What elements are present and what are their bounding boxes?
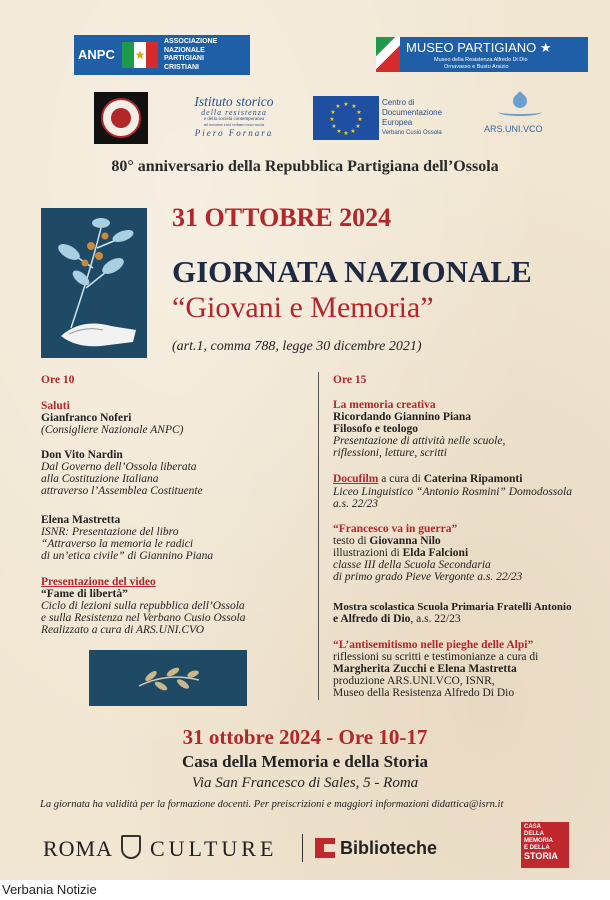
branch-image: [89, 650, 247, 706]
footer-datetime: 31 ottobre 2024 - Ore 10-17: [182, 725, 428, 749]
mostra-line2: e Alfredo di Dio, a.s. 22/23: [333, 613, 461, 625]
elena-line: di un’etica civile” di Giannino Piana: [41, 550, 214, 562]
elena-name: Elena Mastretta: [41, 514, 121, 526]
footer-note: La giornata ha validità per la formazione docenti. Per preiscrizioni e maggiori informazioni didattica@isrn.it: [40, 799, 504, 810]
svg-text:★: ★: [343, 131, 349, 137]
francesco-line: di primo grado Pieve Vergonte a.s. 22/23: [333, 571, 523, 583]
video-line: Realizzato a cura di ARS.UNI.CVO: [41, 624, 204, 636]
svg-text:★: ★: [351, 104, 357, 110]
video-line: Ciclo di lezioni sulla repubblica dell’Ossola: [41, 600, 245, 612]
left-time: Ore 10: [41, 374, 75, 386]
flag-stripe-icon: [376, 37, 400, 72]
svg-text:★: ★: [355, 124, 361, 130]
ars-logo: [488, 94, 552, 128]
svg-text:★: ★: [343, 102, 349, 108]
hand-oak-illustration: [41, 208, 147, 358]
docufilm-line: [333, 473, 522, 485]
footer-address: Via San Francesco di Sales, 5 - Roma: [191, 775, 419, 791]
svg-text:★: ★: [356, 110, 362, 116]
istituto-name: Piero Fornara: [194, 128, 274, 138]
memoria-label: La memoria creativa: [333, 399, 436, 411]
casa-storia-logo: CASA DELLA MEMORIA E DELLA STORIA: [521, 822, 569, 868]
event-title: GIORNATA NAZIONALE: [172, 254, 532, 289]
don-name: Don Vito Nardin: [41, 449, 123, 461]
video-line: e sulla Resistenza nel Verbano Cusio Ossola: [41, 612, 246, 624]
culture-wordmark: CULTURE: [150, 836, 278, 861]
svg-text:★: ★: [329, 117, 335, 123]
antisem-names: Margherita Zucchi e Elena Mastretta: [333, 663, 517, 675]
elena-line: “Attraverso la memoria le radici: [41, 538, 194, 550]
anpc-text: ASSOCIAZIONE NAZIONALE PARTIGIANI CRISTIANI: [164, 38, 218, 71]
antisem-line4: Museo della Resistenza Alfredo Di Dio: [333, 687, 515, 699]
column-divider: [318, 372, 319, 700]
shield-icon: [121, 835, 141, 859]
source-caption: Verbania Notizie: [2, 882, 97, 897]
europa-text: Centro di Documentazione Europea Verbano Cusio Ossola: [382, 98, 443, 136]
ars-title: ARS.UNI.VCO: [484, 124, 543, 134]
don-line: attraverso l’Assemblea Costituente: [41, 485, 203, 497]
docufilm-name: Caterina Ripamonti: [423, 473, 523, 485]
svg-text:★: ★: [331, 124, 337, 130]
anpc-abbr: ANPC: [78, 47, 115, 62]
don-line: Dal Governo dell’Ossola liberata: [41, 461, 197, 473]
video-label: Presentazione del video: [41, 576, 156, 588]
footer-venue: Casa della Memoria e della Storia: [182, 752, 428, 771]
svg-text:★: ★: [336, 129, 342, 135]
memoria-line: riflessioni, letture, scritti: [333, 447, 447, 459]
anpc-logo: [74, 35, 250, 75]
docufilm-year: a.s. 22/23: [333, 498, 379, 510]
event-subtitle: “Giovani e Memoria”: [172, 291, 434, 324]
biblioteche-wordmark: Biblioteche: [340, 838, 438, 858]
event-date: 31 OTTOBRE 2024: [172, 203, 392, 232]
eu-flag-icon: [313, 96, 379, 140]
docufilm-label: Docufilm: [333, 473, 379, 485]
museo-title: MUSEO PARTIGIANO ★: [406, 40, 552, 55]
svg-text:★: ★: [357, 117, 363, 123]
saluti-name: Gianfranco Noferi: [41, 412, 132, 424]
saluti-label: Saluti: [41, 400, 70, 412]
francesco-illustrator: Elda Falcioni: [402, 547, 469, 559]
video-title: “Fame di libertà”: [41, 588, 128, 600]
seal-logo-icon: [94, 92, 148, 144]
docufilm-school: Liceo Linguistico “Antonio Rosmini” Domodossola: [333, 486, 572, 498]
right-time: Ore 15: [333, 374, 367, 386]
memoria-line: Presentazione di attività nelle scuole,: [333, 435, 506, 447]
anniversary-heading: 80° anniversario della Repubblica Partigiana dell’Ossola: [111, 158, 499, 175]
memoria-role: Filosofo e teologo: [333, 423, 418, 435]
mostra-line1: Mostra scolastica Scuola Primaria Fratelli Antonio: [333, 601, 572, 613]
francesco-label: “Francesco va in guerra”: [333, 523, 458, 535]
istituto-logo: Istituto storico della resistenza e della società contemporanea nel novarese e nel verbano-cusio-ossola Piero Fornara: [186, 94, 282, 150]
elena-line: ISNR: Presentazione del libro: [41, 526, 179, 538]
svg-text:★: ★: [330, 110, 336, 116]
roma-wordmark: ROMA: [43, 836, 114, 861]
italian-flag-icon: ★: [122, 42, 158, 68]
antisem-line1: riflessioni su scritti e testimonianze a cura di: [333, 651, 539, 663]
docufilm-prefix: a cura di: [378, 473, 424, 485]
saluti-role: (Consigliere Nazionale ANPC): [41, 424, 184, 436]
museo-logo: [376, 37, 588, 72]
francesco-text: testo di Giovanna Nilo: [333, 535, 441, 547]
biblioteche-icon: [315, 838, 335, 858]
memoria-name: Ricordando Giannino Piana: [333, 411, 472, 423]
footer-divider: [302, 834, 303, 862]
francesco-line: classe III della Scuola Secondaria: [333, 559, 491, 571]
law-reference: (art.1, comma 788, legge 30 dicembre 2021): [172, 339, 422, 354]
istituto-title: Istituto storico: [194, 94, 274, 109]
don-line: alla Costituzione Italiana: [41, 473, 159, 485]
francesco-illustrations: illustrazioni di Elda Falcioni: [333, 547, 469, 559]
francesco-author: Giovanna Nilo: [369, 535, 441, 547]
museo-sub: Museo della Resistenza Alfredo Di Dio Ornavasso e Busto Arsizio: [434, 57, 528, 70]
antisem-label: “L’antisemitismo nelle pieghe delle Alpi”: [333, 639, 534, 651]
antisem-line3: produzione ARS.UNI.VCO, ISNR,: [333, 675, 495, 687]
svg-text:★: ★: [335, 104, 341, 110]
svg-text:★: ★: [350, 129, 356, 135]
